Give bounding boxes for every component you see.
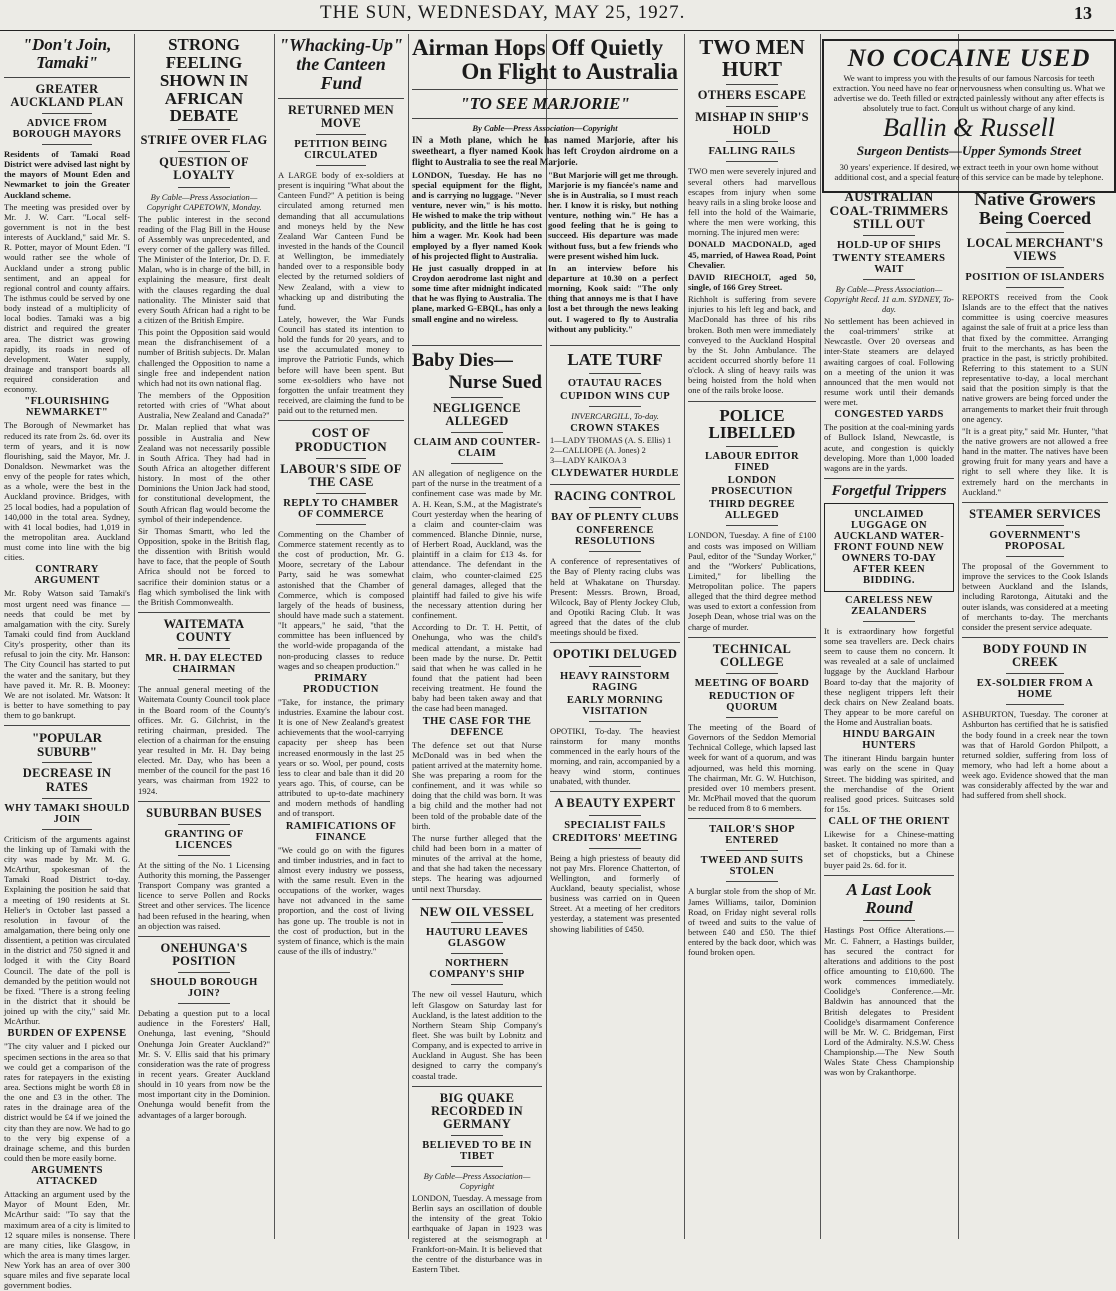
headline: BIG QUAKE RECORDED IN GERMANY [431, 1090, 523, 1131]
column-rule [820, 34, 821, 1239]
article-body: The meeting was presided over by Mr. J. W. Carr. "Local self-government is not in the best interests of Auckland," said Mr. S. R. Potter, mayor of Mount Eden. "I would rather see the whole of Auckland under a strong public sentiment, and an appeal for regional control and county affairs. The isthmus could be served by one body instead of a multiplicity of local bodies. Tamaki was a big district and required the greater area. The district was growing rapidly, its roads in need of development. Water supply, drainage and transport boards all required consideration and economy. [4, 201, 130, 395]
article-body: A burglar stole from the shop of Mr. James Williams, tailor, Dominion Road, on Friday night several rolls of tweed and suits to the value of between £40 and £50. The thief entered by the back door, which was found broken open. [688, 886, 816, 958]
article-body: The nurse further alleged that the child had been born in a matter of minutes of the arrival at the home, and that she had taken the necessary steps. The hearing was adjourned until next Thursday. [412, 832, 542, 894]
article-body: Lately, however, the War Funds Council has stated its intention to hold the funds for 20 years, and to use the accumulated money to improve the Patriotic Funds, which before will have been spent. But some ex-soldiers who have not forgotten the unfair treatment they received, are claiming the fund to be paid out to the returned men. [278, 313, 404, 416]
article-body: "It is a great pity," said Mr. Hunter, "that the native growers are not allowed a free hand in the matter. The natives have been growing fruit for many years and have a right to sell where they like. It is extremely hard on the merchants in Auckland." [962, 425, 1108, 497]
subheadline: TWEED AND SUITS STOLEN [700, 855, 804, 878]
headline: Airman Hops Off Quietly [412, 35, 664, 60]
headline: TWO MEN HURT [699, 35, 805, 82]
article-body: LONDON, Tuesday. He has no special equipment for the flight, and is carrying no luggage. "Never venture, never win," is his motto. He wished to make the trip without publicity, and the little he has cost him a wager. Mr. Kook had been employed by a flyer named Kook of his projected flight to Australia. [412, 169, 542, 261]
article-body: ASHBURTON, Tuesday. The coroner at Ashburton has certified that he is satisfied the body found in a creek near the town was that of Harold Gordon Philpott, a returned soldier, suffering from loss of memory, who had left a home about a week ago. Evidence showed that the man was considerably affected by the war and had suffered from shell shock. [962, 709, 1108, 801]
ad-headline: NO COCAINE USED [847, 45, 1091, 72]
article-body: The annual general meeting of the Waitemata County Council took place in the Board room of the County's offices. Mr. G. Gilchrist, in the retiring chairman, presided. The election of a chairman for the ensuing year resulted in Mr. H. Day being elected. Mr. Day, who has been a member of the council for the past 16 years, was chairman from 1922 to 1924. [138, 684, 270, 796]
deck: CONFERENCE RESOLUTIONS [574, 525, 656, 548]
crosshead: CALL OF THE ORIENT [828, 816, 950, 828]
subheadline: OTAUTAU RACES [567, 377, 663, 389]
article-body: The new oil vessel Hauturu, which left Glasgow on Saturday last for Auckland, is the latest addition to the Northern Steam Ship Company's fleet. She was built by Lobnitz and Company, and is expected to arrive in Auckland in August. She has been designed to carry the company's coastal trade. [412, 989, 542, 1081]
column-rule [274, 34, 275, 1239]
dateline: INVERCARGILL, To-day. [571, 410, 659, 421]
headline: ONEHUNGA'S POSITION [160, 940, 248, 969]
article-body: The itinerant Hindu bargain hunter was early on the scene in Quay Street. The bidding was spirited, and the merchandise of the Orient realised good prices. Suitcases sold for 15s. [824, 753, 954, 814]
column-rule [684, 34, 685, 1239]
headline: Nurse Sued [448, 371, 542, 393]
crosshead: CONGESTED YARDS [834, 409, 944, 421]
subheadline: GREATER AUCKLAND PLAN [10, 81, 124, 109]
deck: QUESTION OF LOYALTY [159, 155, 249, 183]
article-body: "We could go on with the figures and timber industries, and in fact to almost every industry we possess, with the same result. Even in the occupations of the worker, wages have not advanced in the same proportion, and the cost of living has gone up. The trouble is not in the cost of production, but in the system of finance, which is the main cause of the ills of industry." [278, 844, 404, 957]
subheadline: BAY OF PLENTY CLUBS [551, 512, 679, 524]
article-body: The Borough of Newmarket has reduced its rate from 2s. 6d. over its term of years, and it is now flourishing, said the Mayor, Mr. J. Donaldson. Newmarket was the envy of the people for rates which, as a whole, were the best in the Auckland province. Bridges, with 25 local bodies, had a population of 140,000 in the total area. Sydney, with 41 local bodies, had 1,019 in the metropolitan area. Auckland must come into line with the big cities. [4, 420, 130, 563]
column-8 [962, 188, 1108, 1240]
column-rule [958, 34, 959, 1239]
headline: WAITEMATA COUNTY [163, 616, 245, 645]
article-body: "But Marjorie will get me through. Marjorie is my fiancée's name and she is in Australia, so I must reach her. I know it is risky, but nothing venture, nothing win." He has a good feeling that he is going to succeed. His departure was made without fuss, but a few friends who were present wished him luck. [548, 169, 678, 261]
headline: AUSTRALIAN COAL-TRIMMERS STILL OUT [829, 189, 949, 232]
headline: COST OF PRODUCTION [295, 425, 387, 454]
subheadline: OTHERS ESCAPE [697, 88, 807, 103]
deck: ADVICE FROM BOROUGH MAYORS [12, 117, 122, 140]
subheadline: LOCAL MERCHANT'S VIEWS [966, 235, 1104, 263]
article-body: Attacking an argument used by the Mayor of Mount Eden, Mr. McArthur said: "To say that the maximum area of a city is limited to 12 square miles is nonsense. There are many cities, like Glasgow, in which the area is many times larger. New York has an area of over 300 square miles and five separate local government bodies. [4, 1189, 130, 1291]
article-body: No settlement has been achieved in the coal-trimmers' strike at Newcastle. Over 20 overseas and inter-State steamers are delayed awaiting cargoes of coal. Following on a meeting of the union it was announced that the men would not resume work until their demands were met. [824, 315, 954, 408]
headline: POLICE LIBELLED [708, 405, 796, 443]
headline: TAILOR'S SHOP ENTERED [709, 824, 795, 847]
headline: Forgetful Trippers [831, 482, 947, 499]
subheadline: "TO SEE MARJORIE" [460, 94, 630, 114]
article-body: Richholt is suffering from severe injuries to his left leg and back, and MacDonald has three of his ribs broken. Both men were immediately conveyed to the Auckland Hospital by the St. John Ambulance. The accident occurred shortly before 11 o'clock. A sling of heavy rails was being hoisted from the hold when one of the rails broke loose. [688, 294, 816, 396]
article-body: REPORTS received from the Cook Islands are to the effect that the natives committee is using coercive measures against the sale of fruit at a price less than that fixed by the committee. Arranging fruit to the merchants, as has been the practice in the past, is strictly prohibited. Referring to this statement to a SUN representative to-day, a local merchant said that the position simply is that the native growers are being forced under the arrangements to market their fruit through one agency. [962, 292, 1108, 424]
article-body: Criticism of the arguments against the linking up of Tamaki with the city was made by Mr. M. G. McArthur, spokesman of the Tamaki Road District to-day. Explaining the position he said that a meeting of 190 residents at St. Helier's in October last passed a resolution in favour of the amalgamation, there being only one dissentient, a petition was circulated in the district and 750 signed it and lodged it with the City Board Council. The date of the poll is demanded by the petition would not be fixed. "There is a strong feeling in the district that it should be joined up with the city," said Mr. McArthur. [4, 833, 130, 1027]
callout-box [824, 503, 954, 592]
article-body: LONDON, Tuesday. A message from Berlin says an oscillation of double the intensity of the great Tokio earthquake of Japan in 1923 was registered at the seismograph at Frankfort-on-Main. It is believed that the centre of the disturbance was in Eastern Tibet. [412, 1193, 542, 1275]
crosshead: ARGUMENTS ATTACKED [31, 1165, 103, 1188]
headline: A Last Look Round [846, 879, 932, 917]
crosshead: RAMIFICATIONS OF FINANCE [285, 820, 397, 843]
article-body: Debating a question put to a local audience in the Foresters' Hall, Onehunga, last evening, "Should Onehunga Join Greater Auckland?" Mr. S. V. Ellis said that his primary consideration was the rate of progress in recent years. Greater Auckland should in 10 years from now be the most important city in the Dominion. Onehunga would benefit from the advantages of a larger borough. [138, 1008, 270, 1120]
deck: REPLY TO CHAMBER OF COMMERCE [283, 497, 399, 520]
headline: "Whacking-Up" the Canteen Fund [279, 35, 403, 93]
column-4 [412, 340, 542, 1275]
article-body: A conference of representatives of the Bay of Plenty racing clubs was held at Whakatane on Thursday. Present: Messrs. Brown, Broad, Wilcock, Bay of Plenty Jockey Club, and Opotiki Racing Club. It was agreed that the dates of the club meetings should be fixed. [550, 556, 680, 638]
article-body: It is extraordinary how forgetful some sea travellers are. Deck chairs seem to cause them no concern. It was revealed at a sale of unclaimed luggage by the Auckland Harbour Board to-day that the majority of these negligent trippers left their deck chairs on New Zealand boats. They appear to be more careful on the Home and Australian boats. [824, 625, 954, 728]
article-body: AN allegation of negligence on the part of the nurse in the treatment of a confinement case was made by Mr. A. H. Kean, S.M., at the Magistrate's Court yesterday when the hearing of a claim and counter-claim was commenced. Blanche Dinnie, nurse, of Herbert Road, Auckland, was the plaintiff in a claim for £13 4s. for attendance. The defendant in the claim, who counter-claimed £25 general damages, alleged that the plaintiff had failed to give his wife the necessary attention during her confinement. [412, 468, 542, 621]
subheadline: RETURNED MEN MOVE [287, 102, 395, 130]
deck: EARLY MORNING VISITATION [566, 694, 664, 717]
crosshead: CONTRARY ARGUMENT [34, 564, 100, 587]
headline: BODY FOUND IN CREEK [982, 642, 1088, 670]
subheadline: DECREASE IN RATES [22, 766, 112, 794]
subheadline: SPECIALIST FAILS [564, 819, 666, 831]
crosshead: PRIMARY PRODUCTION [303, 672, 379, 695]
article-body: Likewise for a Chinese-matting basket. It contained no more than a set of chopsticks, but a Chinese buyer paid 2s. 6d. for it. [824, 829, 954, 870]
callout-text: UNCLAIMED LUGGAGE ON AUCKLAND WATER-FRONT FOUND NEW OWNERS TO-DAY AFTER KEEN BIDDING. [833, 508, 945, 586]
dateline: By Cable—Press Association—Copyright Recd. 11 a.m. SYDNEY, To-day. [824, 283, 954, 314]
headline: SUBURBAN BUSES [146, 805, 262, 820]
article-body: He just casually dropped in at Croydon aerodrome last night and some time after midnight indicated that he was flying to Australia. The plane, marked G-EBQL, has only a small engine and no wireless. [412, 262, 542, 324]
subheadline: NEGLIGENCE ALLEGED [433, 400, 521, 428]
article-body: The position at the coal-mining yards of Bullock Island, Newcastle, is acute, and congestion is quickly developing. More than 1,000 loaded wagons are in the yards. [824, 422, 954, 473]
ad-text: We want to impress you with the results of our famous Narcosis for teeth extraction. You need have no fear or nervousness when consulting us. What we advertise we do. Teeth filled or extracted painlessly without any after effects is absolutely true to fact. Consult us without charge of any kind. [832, 73, 1106, 113]
headline: "POPULAR SUBURB" [31, 730, 103, 759]
subheadline: LABOUR EDITOR FINED [705, 451, 799, 474]
deck: THIRD DEGREE ALLEGED [708, 499, 796, 522]
deck: TWENTY STEAMERS WAIT [832, 252, 946, 275]
subheadline: CARELESS NEW ZEALANDERS [845, 594, 933, 617]
deck: FALLING RAILS [708, 146, 796, 158]
article-body: Dr. Malan replied that what was possible in Australia and New Zealand was not necessarily possible in South Africa. They had had in South Africa an altogether different history. In most of the other Dominions the Union Jack had stood, for constitutional development, the South African flag would become the symbol of their independence. [138, 422, 270, 524]
article-body: TWO men were severely injured and several others had marvellous escapes from injury when some heavy rails in a sling broke loose and fell into the hold of the Waimarie, where the men were working, this morning. The injured men were: [688, 166, 816, 238]
dateline: By Cable—Press Association—Copyright [472, 123, 618, 134]
article-body: OPOTIKI, To-day. The heaviest rainstorm for many months commenced in the early hours of the morning, and rain, accompanied by a heavy wind storm, continues unabated, with thunder. [550, 725, 680, 787]
article-body: "Take, for instance, the primary industries. Examine the labour cost. It is one of New Zealand's greatest achievements that the wool-carrying capacity per sheep has been increased enormously in the last 25 years or so. Wool, per pound, costs less to clear and bale than it did 20 years ago. This, of course, can be attributed to up-to-date machinery and modern methods of handling and of transport. [278, 696, 404, 819]
deck: CUPIDON WINS CUP [559, 390, 671, 402]
article-body: Sir Thomas Smartt, who led the Opposition, spoke in the British flag, the dissention with British would have to face, that the people of South Africa should not be forced to sacrifice their dominion status or a flag which symbolised the link with the British Commonwealth. [138, 525, 270, 607]
deck: MISHAP IN SHIP'S HOLD [695, 110, 809, 138]
article-body: This point the Opposition said would mean the disfranchisement of a number of British subjects. Dr. Malan challenged the Opposition to name a single free and independent nation which had not its own national flag. [138, 327, 270, 388]
subheadline: EX-SOLDIER FROM A HOME [976, 678, 1094, 701]
dateline: By Cable—Press Association—Copyright CAPETOWN, Monday. [146, 191, 262, 212]
headline: STRONG FEELING SHOWN IN AFRICAN DEBATE [159, 35, 249, 126]
headline: On Flight to Australia [461, 59, 678, 85]
headline: LATE TURF [567, 350, 663, 369]
article-body: Hastings Post Office Alterations.—Mr. C. Fahnerr, a Hastings builder, has secured the contract for alterations and additions to the post office amounting to £10,600. The work commences immediately. Coolidge's Conference.—Mr. Baldwin has announced that the British delegates to President Coolidge's disarmament Conference will be Mr. W. C. Bridgeman, First Lord of the Admiralty. N.S.W. Chess Championship.—The New South Wales State Chess Championship was won by Crakanthorpe. [824, 925, 954, 1078]
lead: IN a Moth plane, which he has named Marjorie, after his sweetheart, a flyer named Kook has left Croydon airdrome on a flight to Australia to see the real Marjorie. [412, 135, 678, 167]
ad-subtitle: Surgeon Dentists—Upper Symonds Street [856, 143, 1082, 158]
article-body: The members of the Opposition retorted with cries of "What about Australia, New Zealand and Canada?" [138, 389, 270, 421]
subheadline: BELIEVED TO BE IN TIBET [422, 1140, 532, 1163]
headline: NEW OIL VESSEL [419, 903, 535, 919]
article-body: The defence set out that Nurse McDonald was in bed when the patient arrived at the maternity home. She was preparing a room for the confinement, and it was while so doing that the child was born. It was a big child and the mother had not been told of the probable date of the birth. [412, 739, 542, 831]
column-5 [550, 340, 680, 1240]
deck: NORTHERN COMPANY'S SHIP [429, 958, 525, 981]
article-body: According to Dr. T. H. Pettit, of Onehunga, who was the child's medical attendant, a mistake had been made by the nurse. Dr. Pettit said that when he was called in he found that the patient had been receiving treatment. He found the baby had been taken away and that the case had been managed. [412, 622, 542, 714]
subheadline: GOVERNMENT'S PROPOSAL [989, 529, 1081, 552]
column-rule [408, 34, 409, 1239]
airman-banner [412, 36, 678, 336]
injured-name: DAVID RIECHOLT, aged 50, single, of 166 Grey Street. [688, 271, 816, 293]
subheadline: STRIFE OVER FLAG [140, 133, 268, 148]
dateline: By Cable—Press Association—Copyright [423, 1171, 531, 1192]
column-1 [4, 34, 130, 1291]
deck: WHY TAMAKI SHOULD JOIN [4, 802, 130, 825]
article-body: The proposal of the Government to improve the services to the Cook Islands between Auckland and the Islands, including Rarotonga, Aitutaki and the outer islands, was considered at a meeting of merchants to-day. The merchants consider the present service adequate. [962, 561, 1108, 632]
injured-name: DONALD MACDONALD, aged 45, married, of Hawea Road, Point Chevalier. [688, 239, 816, 270]
column-7 [824, 188, 954, 1240]
ad-business-name: Ballin & Russell [883, 113, 1055, 142]
race-result: 3—LADY KAIKOA 3 [550, 456, 627, 466]
crosshead: HINDU BARGAIN HUNTERS [842, 729, 936, 752]
article-body: In an interview before his departure at 10.30 on a perfect morning, Kook said: "The only thing that annoys me is that I have lost a bet through the news leaking out. I wagered to fly to Australia without any publicity." [548, 262, 678, 334]
race-result: 1—LADY THOMAS (A. S. Ellis) 1 [550, 435, 672, 445]
column-3 [278, 34, 404, 1239]
masthead-title: THE SUN, WEDNESDAY, MAY 25, 1927. [320, 2, 686, 23]
subheadline: HAUTURU LEAVES GLASGOW [426, 927, 528, 950]
headline: RACING CONTROL [554, 489, 676, 504]
article-body: Being a high priestess of beauty did not pay Mrs. Florence Chatterton, of Wellington, and formerly of Auckland, beauty specialist, whose business was carried on in Queen Street. At a meeting of her creditors yesterday, a statement was presented showing liabilities of £450. [550, 852, 680, 934]
deck: POSITION OF ISLANDERS [965, 272, 1105, 284]
headline: Baby Dies— [412, 350, 513, 371]
headline: STEAMER SERVICES [969, 506, 1101, 521]
deck: PETITION BEING CIRCULATED [294, 138, 388, 161]
subheadline: MEETING OF BOARD [694, 678, 810, 690]
intro: Residents of Tamaki Road District were advised last night by the mayors of Mount Eden and Newmarket to join the Greater Auckland scheme. [4, 148, 130, 200]
headline: OPOTIKI DELUGED [552, 647, 678, 662]
column-rule [134, 34, 135, 1239]
subheadline: HEAVY RAINSTORM RAGING [560, 670, 670, 693]
subheadline: GRANTING OF LICENCES [164, 828, 244, 851]
race-result: 2—CALLIOPE (A. Jones) 2 [550, 445, 646, 455]
race-name: CROWN STAKES [570, 422, 660, 434]
headline: Native Growers Being Coerced [974, 189, 1096, 228]
headline: TECHNICAL COLLEGE [712, 641, 792, 669]
subheadline: SHOULD BOROUGH JOIN? [150, 977, 258, 1000]
column-2 [138, 34, 270, 1239]
article-body: Commenting on the Chamber of Commerce statement recently as to the cost of production, Mr. G. Moore, secretary of the Labour Party, said he was somewhat astonished that the Chamber of Commerce, which is composed largely of the heads of business, should have made such a statement. "It appears," he said, "that the committee has been influenced by the world-wide propaganda of the non-producing classes to reduce wages and so cheapen production." [278, 528, 404, 671]
article-body: Mr. Roby Watson said Tamaki's most urgent need was finance — needs that could be met by amalgamation with the city. Surely Tamaki could find from Auckland City's prosperity, other than its refusal to join the city. Mr. Hanson: The City Council has started to put the water and the sanitary, but they have paved it. Mr. R. B. Mooney: We are not isolated. Mr. Watson: It is better to have something to pay them to go bankrupt. [4, 588, 130, 721]
article-body: A LARGE body of ex-soldiers at present is inquiring "What about the Canteen Fund?" A petition is being circulated among returned men demanding that all accumulations and moneys held by the New Zealand War Canteen Fund be invested in the hands of the Council at Wellington, be immediately handed over to a responsible body elected by the returned soldiers of New Zealand, with a view to whacking up and distributing the fund. [278, 169, 404, 312]
subheadline: LABOUR'S SIDE OF THE CASE [280, 461, 402, 489]
deck: REDUCTION OF QUORUM [708, 691, 796, 714]
deck: CLAIM AND COUNTER-CLAIM [413, 437, 541, 460]
subheadline: HOLD-UP OF SHIPS [836, 239, 942, 251]
race-name: CLYDEWATER HURDLE [551, 468, 679, 480]
masthead [0, 0, 1114, 31]
dentist-advertisement [822, 39, 1116, 193]
article-body: The public interest in the second reading of the Flag Bill in the House of Assembly was unprecedented, and every corner of the gallery was filled. The Minister of the Interior, Dr. D. F. Malan, who is in charge of the bill, in explaining the measure, first dealt with the clauses regarding the dual nationality. The Minister said that every South African had a right to be a citizen of the British Empire. [138, 213, 270, 325]
article-body: At the sitting of the No. 1 Licensing Authority this morning, the Passenger Transport Company was granted a licence to serve Pollen and Rocks Street and other services. The licence had been refused in the hearing, when an objection was raised. [138, 859, 270, 931]
article-body: LONDON, Tuesday. A fine of £100 and costs was imposed on William Paul, editor of the "Sunday Worker," and the "Workers' Publications, Limited," for libelling the Metropolitan police. The papers alleged that the third degree method was used to extort a confession from Joseph Dean, whose trial was on the charge of murder. [688, 530, 816, 632]
headline: "Don't Join, Tamaki" [22, 35, 112, 72]
subheadline: MR. H. DAY ELECTED CHAIRMAN [145, 653, 263, 676]
ad-text: 30 years' experience. If desired, we extract teeth in your own home without additional cost, and a special feature of this service can be made by telephone. [834, 162, 1104, 182]
column-6 [688, 34, 816, 1239]
article-body: "The city valuer and I picked our specimen sections in the area so that we could get a comparison of the rates for ratepayers in the existing area. Sections might be worth £8 in the one and £3 in the other. The rates in the drainage area of the district would be £4 if we joined the city than they are now. We had to go to the very big expense of a drainage scheme, and this burden could then be more easily borne. [4, 1041, 130, 1163]
crosshead: BURDEN OF EXPENSE [7, 1028, 127, 1040]
deck: CREDITORS' MEETING [552, 832, 678, 844]
crosshead: THE CASE FOR THE DEFENCE [422, 715, 532, 738]
headline: A BEAUTY EXPERT [554, 796, 676, 811]
crosshead: "FLOURISHING NEWMARKET" [24, 396, 110, 419]
article-body: The meeting of the Board of Governors of the Seddon Memorial Technical College, which lapsed last week for want of a quorum, and was adjourned, was held this morning. The chairman, Mr. G. W. Hutchison, presided over 10 members present. Mr. McPhail moved that the quorum be reduced from 8 to 6 members. [688, 722, 816, 814]
page-number: 13 [1074, 3, 1092, 23]
deck: LONDON PROSECUTION [711, 475, 793, 498]
